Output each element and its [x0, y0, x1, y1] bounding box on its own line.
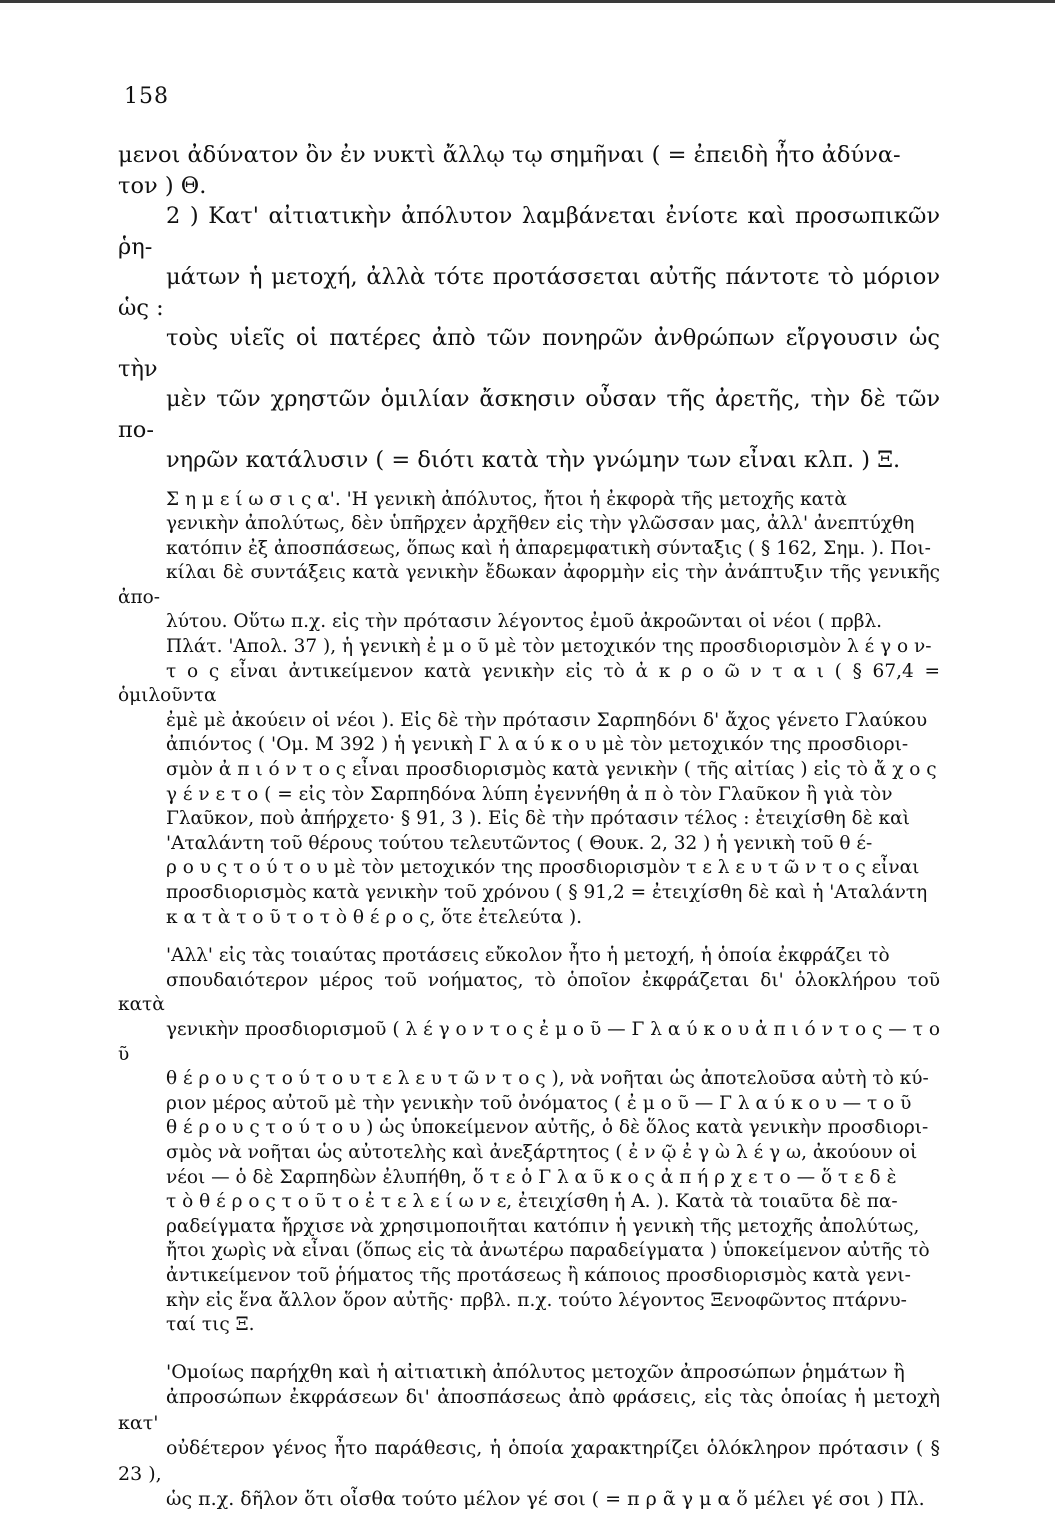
text-line: κ α τ ὰ τ ο ῦ τ ο τ ὸ θ έ ρ ο ς, ὅτε ἐτελεύτα ). — [166, 906, 583, 928]
text-line: μενοι ἀδύνατον ὂν ἐν νυκτὶ ἄλλῳ τῳ σημῆναι ( = ἐπειδὴ ἦτο ἀδύνα- — [118, 142, 901, 168]
text-line: θ έ ρ ο υ ς τ ο ύ τ ο υ ) ὡς ὑποκείμενον αὐτῆς, ὁ δὲ ὅλος κατὰ γενικὴν προσδιορι- — [166, 1117, 929, 1139]
paragraph-continuation — [118, 140, 940, 201]
text-line: οὐδέτερον γένος ἦτο παράθεσις, ἡ ὁποία χαρακτηρίζει ὁλόκληρον πρότασιν ( § 23 ), — [118, 1437, 940, 1485]
text-line: γενικὴν προσδιορισμοῦ ( λ έ γ ο ν τ ο ς ἐ μ ο ῦ — Γ λ α ύ κ ο υ ἀ π ι ό ν τ ο ς — τ ο ῦ — [118, 1018, 940, 1065]
text-line: μάτων ἡ μετοχή, ἀλλὰ τότε προτάσσεται αὐτῆς πάντοτε τὸ μόριον ὡς : — [118, 264, 940, 321]
text-line: προσδιορισμὸς κατὰ γενικὴν τοῦ χρόνου ( § 91,2 = ἐτειχίσθη δὲ καὶ ἡ 'Αταλάντη — [166, 882, 928, 903]
page-number: 158 — [124, 84, 169, 109]
scan-top-border — [0, 0, 1055, 3]
text-line: τ ὸ θ έ ρ ο ς τ ο ῦ τ ο ἐ τ ε λ ε ί ω ν ε, ἐτειχίσθη ἡ Α. ). Κατὰ τὰ τοιαῦτα δὲ πα- — [166, 1191, 898, 1213]
text-line: 2 ) Κατ' αἰτιατικὴν ἀπόλυτον λαμβάνεται ἐνίοτε καὶ προσωπικῶν ῥη- — [118, 203, 940, 260]
text-line: Πλάτ. 'Απολ. 37 ), ἡ γενικὴ ἐ μ ο ῦ μὲ τὸν μετοχικόν της προσδιορισμὸν λ έ γ ο ν- — [166, 636, 932, 658]
text-line: Γλαῦκον, ποὺ ἀπήρχετο· § 91, 3 ). Εἰς δὲ τὴν πρότασιν τέλος : ἐτειχίσθη δὲ καὶ — [166, 808, 910, 830]
text-line: κατόπιν ἐξ ἀποσπάσεως, ὅπως καὶ ἡ ἀπαρεμφατικὴ σύνταξις ( § 162, Σημ. ). Ποι- — [166, 537, 931, 559]
text-line: ταί τις Ξ. — [166, 1314, 255, 1336]
text-line: ἀπιόντος ( 'Ομ. Μ 392 ) ἡ γενικὴ Γ λ α ύ κ ο υ μὲ τὸν μετοχικόν της προσδιορι- — [166, 734, 909, 756]
text-line: ὡς π.χ. δῆλον ὅτι οἶσθα τούτο μέλον γέ σοι ( = π ρ ᾶ γ μ α ὅ μέλει γέ σοι ) Πλ. — [166, 1488, 925, 1511]
text-line: θ έ ρ ο υ ς τ ο ύ τ ο υ τ ε λ ε υ τ ῶ ν τ ο ς ), νὰ νοῆται ὡς ἀποτελοῦσα αὐτὴ τὸ κύ- — [166, 1068, 929, 1090]
text-line: τοὺς υἱεῖς οἱ πατέρες ἀπὸ τῶν πονηρῶν ἀνθρώπων εἴργουσιν ὡς τὴν — [118, 325, 940, 382]
text-line: μὲν τῶν χρηστῶν ὁμιλίαν ἄσκησιν οὖσαν τῆς ἀρετῆς, τὴν δὲ τῶν πο- — [118, 386, 940, 443]
text-line: γ έ ν ε τ ο ( = εἰς τὸν Σαρπηδόνα λύπη ἐγεννήθη ἀ π ὸ τὸν Γλαῦκον ἢ γιὰ τὸν — [166, 783, 893, 805]
text-line: 'Ομοίως παρήχθη καὶ ἡ αἰτιατικὴ ἀπόλυτος μετοχῶν ἀπροσώπων ῥημάτων ἢ — [166, 1360, 905, 1383]
text-line: ἀντικείμενον τοῦ ῥήματος τῆς προτάσεως ἢ κάποιος προσδιορισμὸς κατὰ γενι- — [166, 1264, 911, 1286]
text-line: νέοι — ὁ δὲ Σαρπηδὼν ἐλυπήθη, ὅ τ ε ὁ Γ λ α ῦ κ ο ς ἀ π ή ρ χ ε τ ο — ὅ τ ε δ ὲ — [166, 1166, 897, 1188]
text-line: ριον μέρος αὐτοῦ μὲ τὴν γενικὴν τοῦ ὀνόματος ( ἐ μ ο ῦ — Γ λ α ύ κ ο υ — τ ο ῦ — [166, 1092, 912, 1114]
text-line: ἐμὲ μὲ ἀκούειν οἱ νέοι ). Εἰς δὲ τὴν πρότασιν Σαρπηδόνι δ' ἄχος γένετο Γλαύκου — [166, 709, 928, 731]
text-line: ραδείγματα ἤρχισε νὰ χρησιμοποιῆται κατόπιν ἡ γενικὴ τῆς μετοχῆς ἀπολύτως, — [166, 1215, 920, 1237]
text-line: τ ο ς εἶναι ἀντικείμενον κατὰ γενικὴν εἰς τὸ ἀ κ ρ ο ῶ ν τ α ι ( § 67,4 = ὁμιλοῦντα — [118, 660, 940, 707]
text-line: λύτου. Οὕτω π.χ. εἰς τὴν πρότασιν λέγοντος ἐμοῦ ἀκροῶνται οἱ νέοι ( πρβλ. — [166, 611, 883, 633]
text-line: ἀπροσώπων ἐκφράσεων δι' ἀποσπάσεως ἀπὸ φράσεις, εἰς τὰς ὁποίας ἡ μετοχὴ κατ' — [118, 1386, 940, 1434]
text-line: σμὸς νὰ νοῆται ὡς αὐτοτελὴς καὶ ἀνεξάρτητος ( ἐ ν ῷ ἐ γ ὼ λ έ γ ω, ἀκούουν οἱ — [166, 1141, 918, 1163]
text-line: σπουδαιότερον μέρος τοῦ νοήματος, τὸ ὁποῖον ἐκφράζεται δι' ὁλοκλήρου τοῦ κατὰ — [118, 969, 940, 1016]
paragraph-accusative-absolute — [118, 201, 940, 476]
paragraph-impersonal — [118, 1360, 940, 1513]
text-line: γενικὴν ἀπολύτως, δὲν ὑπῆρχεν ἀρχῆθεν εἰς τὴν γλῶσσαν μας, ἀλλ' ἀνεπτύχθη — [166, 513, 915, 535]
text-line: τον ) Θ. — [118, 172, 207, 199]
text-line: ρ ο υ ς τ ο ύ τ ο υ μὲ τὸν μετοχικόν της προσδιορισμὸν τ ε λ ε υ τ ῶ ν τ ο ς εἶναι — [166, 857, 920, 879]
text-line: νηρῶν κατάλυσιν ( = διότι κατὰ τὴν γνώμην των εἶναι κλπ. ) Ξ. — [166, 447, 901, 473]
paragraph-development — [118, 944, 940, 1338]
text-line: κίλαι δὲ συντάξεις κατὰ γενικὴν ἔδωκαν ἀφορμὴν εἰς τὴν ἀνάπτυξιν τῆς γενικῆς ἀπο- — [118, 562, 940, 608]
text-line: 'Αλλ' εἰς τὰς τοιαύτας προτάσεις εὔκολον ἦτο ἡ μετοχή, ἡ ὁποία ἐκφράζει τὸ — [166, 945, 890, 967]
note-paragraph — [118, 488, 940, 931]
page-body — [118, 140, 940, 1513]
text-line: σμὸν ἀ π ι ό ν τ ο ς εἶναι προσδιορισμὸς κατὰ γενικὴν ( τῆς αἰτίας ) εἰς τὸ ἄ χ ο ς — [166, 759, 937, 781]
text-line: Σ η μ ε ί ω σ ι ς α'. 'Η γενικὴ ἀπόλυτος, ἤτοι ἡ ἐκφορὰ τῆς μετοχῆς κατὰ — [166, 488, 847, 510]
text-line: κὴν εἰς ἕνα ἄλλον ὅρον αὐτῆς· πρβλ. π.χ. τούτο λέγοντος Ξενοφῶντος πτάρνυ- — [166, 1289, 907, 1311]
text-line: ἤτοι χωρὶς νὰ εἶναι (ὅπως εἰς τὰ ἀνωτέρω παραδείγματα ) ὑποκείμενον αὐτῆς τὸ — [166, 1240, 930, 1262]
text-line: 'Αταλάντη τοῦ θέρους τούτου τελευτῶντος ( Θουκ. 2, 32 ) ἡ γενικὴ τοῦ θ έ- — [166, 832, 873, 854]
